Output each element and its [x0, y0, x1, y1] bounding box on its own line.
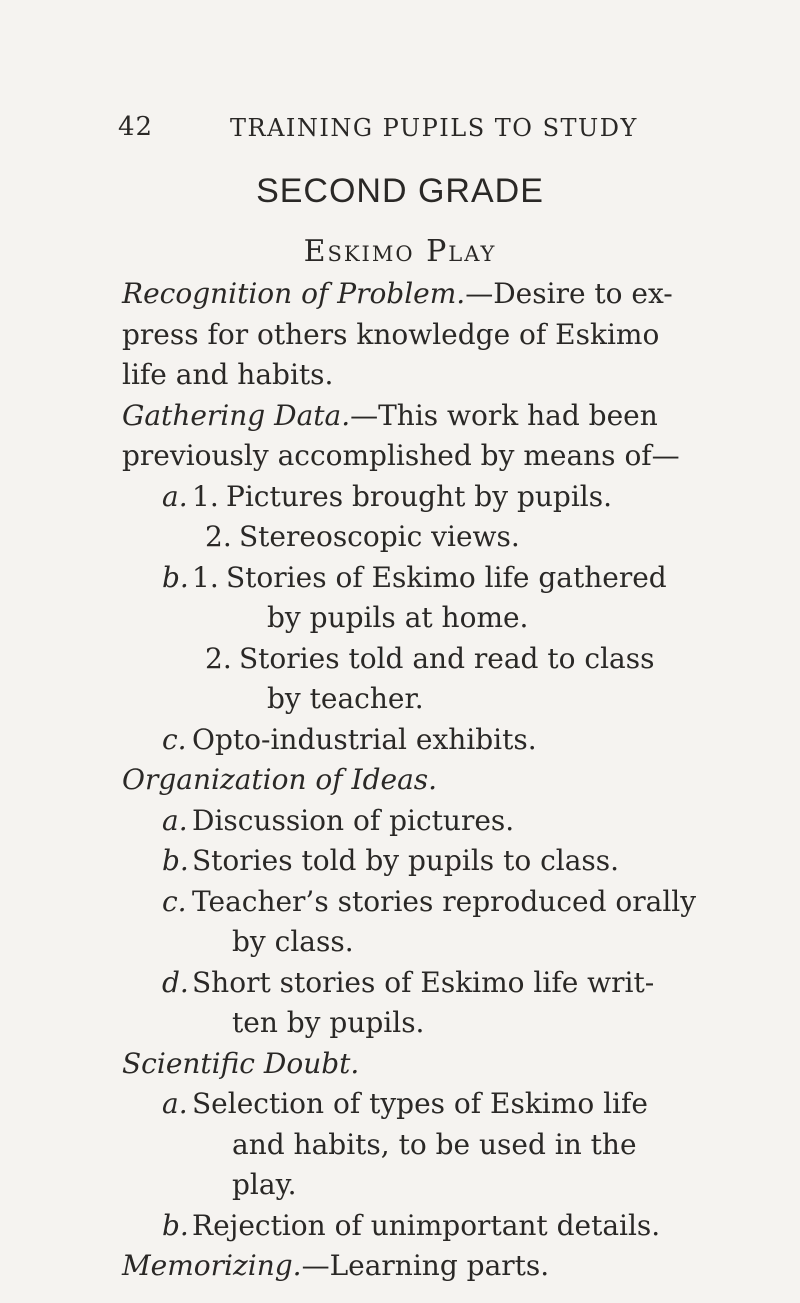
- organization-item-a: [122, 801, 762, 842]
- gathering-item-b1: [122, 558, 762, 599]
- gathering-item-b2-cont: by teacher.: [267, 682, 424, 715]
- page-body: [122, 274, 762, 1287]
- gathering-heading: Gathering Data.: [122, 398, 351, 432]
- gathering-item-c: [122, 720, 762, 761]
- gathering-item-a1: [122, 477, 762, 518]
- organization-text-a: Discussion of pictures.: [192, 803, 515, 837]
- organization-label-d: d.: [162, 965, 189, 999]
- memorizing-heading: Memorizing.: [122, 1249, 302, 1282]
- gathering-num-a2: 2.: [205, 520, 232, 553]
- doubt-text-a: Selection of types of Eskimo life: [192, 1087, 648, 1120]
- doubt-item-a-cont-2: play.: [232, 1168, 297, 1201]
- section-subtitle: Eskimo Play: [303, 234, 497, 269]
- organization-item-d-cont: ten by pupils.: [232, 1006, 425, 1039]
- recognition-line-1: [122, 274, 762, 315]
- gathering-text-1: —This work had been: [350, 398, 658, 432]
- gathering-text-c: Opto-industrial exhibits.: [192, 722, 537, 756]
- doubt-item-a-cont-1: and habits, to be used in the: [232, 1127, 637, 1161]
- gathering-text-a2: Stereoscopic views.: [239, 520, 520, 553]
- recognition-heading: Recognition of Problem.: [122, 277, 466, 310]
- doubt-heading: Scientific Doubt.: [122, 1046, 360, 1080]
- doubt-text-b: Rejection of unimportant details.: [192, 1208, 661, 1242]
- organization-label-a: a.: [162, 803, 188, 837]
- section-title: SECOND GRADE: [256, 172, 544, 210]
- memorizing-line: [122, 1246, 762, 1287]
- gathering-label-b: b.: [162, 560, 189, 594]
- page-header: [0, 112, 800, 152]
- organization-text-c: Teacher’s stories reproduced orally: [192, 884, 697, 918]
- gathering-num-b1: 1.: [192, 560, 219, 594]
- memorizing-text: —Learning parts.: [301, 1249, 550, 1282]
- recognition-line-3: life and habits.: [122, 358, 334, 391]
- gathering-text-b1: Stories of Eskimo life gathered: [226, 560, 667, 594]
- organization-label-c: c.: [162, 884, 187, 918]
- gathering-item-a2: [122, 517, 762, 558]
- organization-text-d: Short stories of Eskimo life writ-: [192, 965, 655, 999]
- gathering-label-c: c.: [162, 722, 187, 756]
- organization-item-b: [122, 841, 762, 882]
- gathering-num-b2: 2.: [205, 641, 232, 675]
- gathering-label-a: a.: [162, 479, 188, 513]
- gathering-text-b2: Stories told and read to class: [239, 641, 655, 675]
- gathering-text-a1: Pictures brought by pupils.: [226, 479, 612, 513]
- page-number: 42: [118, 112, 154, 142]
- gathering-item-b1-cont: by pupils at home.: [267, 601, 529, 634]
- gathering-item-b2: [122, 639, 762, 680]
- doubt-label-a: a.: [162, 1087, 188, 1120]
- organization-heading: Organization of Ideas.: [122, 763, 438, 796]
- doubt-item-a: [122, 1084, 762, 1125]
- running-head: TRAINING PUPILS TO STUDY: [230, 114, 638, 142]
- recognition-line-2: press for others knowledge of Eskimo: [122, 317, 660, 351]
- gathering-num-a1: 1.: [192, 479, 219, 513]
- organization-text-b: Stories told by pupils to class.: [192, 844, 620, 877]
- doubt-label-b: b.: [162, 1208, 189, 1242]
- organization-item-d: [122, 963, 762, 1004]
- organization-item-c-cont: by class.: [232, 925, 354, 958]
- recognition-text-1: —Desire to ex-: [465, 277, 673, 310]
- organization-item-c: [122, 882, 762, 923]
- organization-label-b: b.: [162, 844, 189, 877]
- gathering-line-2: previously accomplished by means of—: [122, 439, 680, 472]
- gathering-line-1: [122, 396, 762, 437]
- doubt-item-b: [122, 1206, 762, 1247]
